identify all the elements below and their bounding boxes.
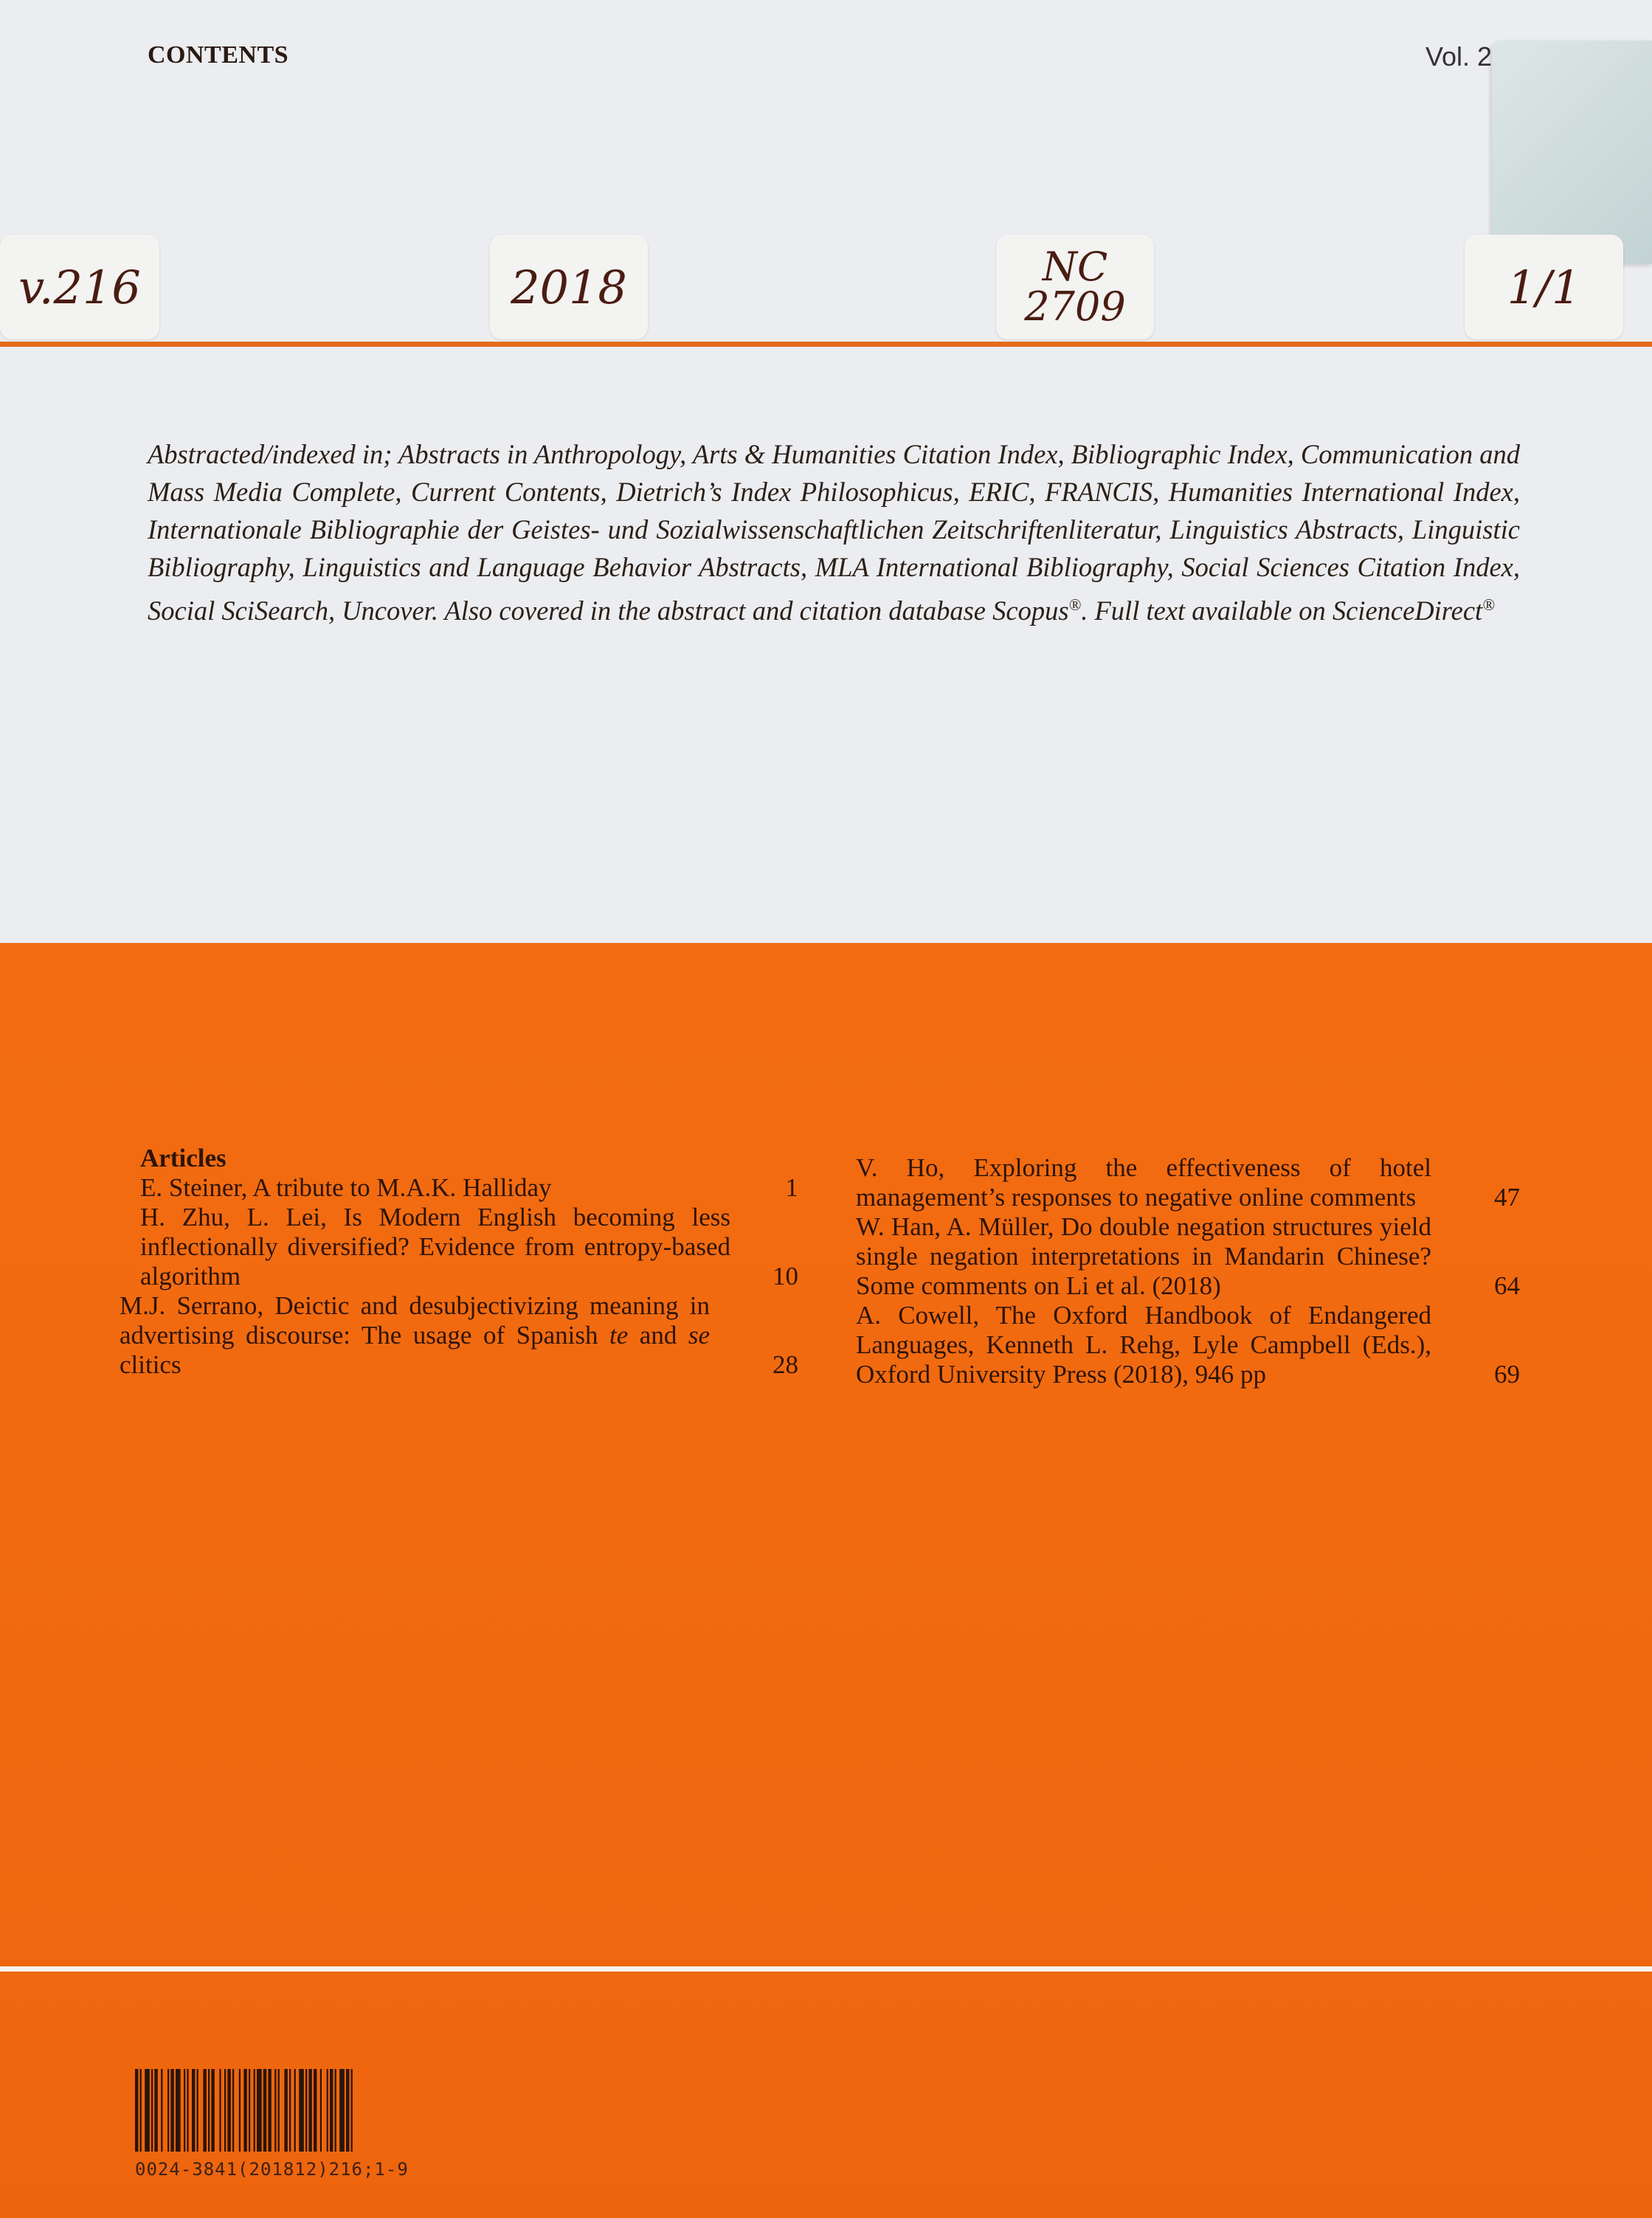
barcode-bar bbox=[305, 2069, 307, 2152]
article-title bbox=[120, 1291, 710, 1380]
shelf-mark-line1: NC bbox=[1042, 243, 1108, 290]
barcode-bar bbox=[330, 2069, 333, 2152]
barcode-bar bbox=[154, 2069, 157, 2152]
article-entry bbox=[140, 1203, 798, 1291]
barcode-bar bbox=[192, 2069, 195, 2152]
indexing-list: Abstracted/indexed in; Abstracts in Anthropology, Arts & Humanities Citation Index, Bibliographic Index, Communication and Mass Media Complete, Current Contents, Dietrich’s Index Philosophicus, ERIC, FRANCIS, Humanities International Index, Internationale Bibliographie der Geistes- und Sozialwissenschaftlichen Zeitschriftenliteratur, Linguistics Abstracts, Linguistic Bibliography, Linguistics and Language Behavior Abstracts, MLA International Bibliography, Social Sciences Citation Index, Social SciSearch, Uncover. Also covered in the abstract and citation database Scopus bbox=[148, 439, 1520, 626]
copy-handwriting: 1/1 bbox=[1507, 260, 1581, 314]
barcode-bar bbox=[289, 2069, 291, 2152]
scopus-registered-mark: ® bbox=[1068, 595, 1082, 614]
article-title: V. Ho, Exploring the effectiveness of hotel management’s responses to negative online comments bbox=[856, 1153, 1431, 1212]
barcode-bar bbox=[224, 2069, 226, 2152]
barcode-bar bbox=[308, 2069, 311, 2152]
article-page: 1 bbox=[785, 1173, 798, 1202]
barcode-bar bbox=[278, 2069, 280, 2152]
article-page: 10 bbox=[773, 1262, 798, 1291]
barcode-bar bbox=[249, 2069, 250, 2152]
article-title: E. Steiner, A tribute to M.A.K. Halliday bbox=[140, 1173, 552, 1202]
barcode-bar bbox=[211, 2069, 214, 2152]
barcode-bar bbox=[268, 2069, 271, 2152]
barcode-bar bbox=[239, 2069, 241, 2152]
article-page: 69 bbox=[1494, 1360, 1520, 1389]
barcode-bar bbox=[335, 2069, 336, 2152]
articles-column-right bbox=[856, 1153, 1520, 1389]
articles-heading: Articles bbox=[140, 1144, 227, 1172]
indexing-paragraph bbox=[148, 435, 1520, 629]
barcode-bar bbox=[314, 2069, 317, 2152]
corner-sticker bbox=[1492, 41, 1652, 264]
barcode-bar bbox=[299, 2069, 304, 2152]
article-page: 28 bbox=[773, 1350, 798, 1379]
barcode-bar bbox=[263, 2069, 266, 2152]
article-title: A. Cowell, The Oxford Handbook of Endangered Languages, Kenneth L. Rehg, Lyle Campbell (Eds.), Oxford University Press (2018), 946 pp bbox=[856, 1301, 1431, 1389]
article-title: W. Han, A. Müller, Do double negation structures yield single negation interpretations in Mandarin Chinese? Some comments on Li et al. (2018) bbox=[856, 1212, 1431, 1300]
white-divider-rule bbox=[0, 1966, 1652, 1972]
article-title-italic: se bbox=[688, 1321, 710, 1350]
barcode-bar bbox=[208, 2069, 210, 2152]
barcode-bar bbox=[232, 2069, 234, 2152]
article-page: 47 bbox=[1494, 1183, 1520, 1212]
contents-heading: CONTENTS bbox=[148, 41, 289, 69]
barcode-bar bbox=[243, 2069, 246, 2152]
year-tab bbox=[490, 235, 648, 339]
sciencedirect-registered-mark: ® bbox=[1482, 595, 1495, 614]
article-entry bbox=[120, 1291, 798, 1380]
barcode-bar bbox=[135, 2069, 138, 2152]
orange-contents-band bbox=[0, 943, 1652, 2218]
shelf-mark-tab bbox=[996, 235, 1154, 339]
barcode-bar bbox=[327, 2069, 328, 2152]
barcode-bar bbox=[140, 2069, 142, 2152]
article-entry bbox=[856, 1153, 1520, 1212]
barcode bbox=[135, 2069, 539, 2152]
barcode-bar bbox=[284, 2069, 287, 2152]
volume-tab bbox=[0, 235, 159, 339]
article-entry bbox=[140, 1173, 798, 1203]
article-entry bbox=[856, 1301, 1520, 1389]
articles-column-left bbox=[120, 1144, 798, 1380]
barcode-bar bbox=[203, 2069, 206, 2152]
barcode-bar bbox=[176, 2069, 181, 2152]
top-orange-rule bbox=[0, 342, 1652, 347]
article-title-italic: te bbox=[609, 1321, 629, 1350]
barcode-bar bbox=[187, 2069, 188, 2152]
volume-handwriting: v.216 bbox=[18, 260, 141, 314]
year-handwriting: 2018 bbox=[511, 260, 627, 314]
fulltext-note: . Full text available on ScienceDirect bbox=[1081, 595, 1483, 626]
barcode-bar bbox=[294, 2069, 296, 2152]
barcode-bar bbox=[274, 2069, 276, 2152]
barcode-bar bbox=[219, 2069, 221, 2152]
barcode-bar bbox=[339, 2069, 345, 2152]
volume-label: Vol. 2 bbox=[1425, 41, 1493, 72]
barcode-bar bbox=[351, 2069, 353, 2152]
barcode-bar bbox=[145, 2069, 150, 2152]
barcode-bar bbox=[320, 2069, 322, 2152]
article-title-part: and bbox=[628, 1321, 688, 1350]
barcode-bar bbox=[167, 2069, 169, 2152]
article-entry bbox=[856, 1212, 1520, 1301]
barcode-bar bbox=[197, 2069, 198, 2152]
barcode-bar bbox=[151, 2069, 153, 2152]
barcode-bar bbox=[161, 2069, 162, 2152]
article-title: H. Zhu, L. Lei, Is Modern English becoming less inflectionally diversified? Evidence from entropy-based algorithm bbox=[140, 1203, 730, 1291]
barcode-bar bbox=[184, 2069, 185, 2152]
article-page: 64 bbox=[1494, 1271, 1520, 1300]
barcode-bar bbox=[257, 2069, 262, 2152]
copy-tab bbox=[1465, 235, 1623, 339]
article-title-part: clitics bbox=[120, 1350, 182, 1379]
shelf-mark-line2: 2709 bbox=[1024, 283, 1126, 330]
article-title-part: M.J. Serrano, Deictic and desubjectivizing meaning in advertising discourse: The usage of Spanish bbox=[120, 1291, 710, 1350]
barcode-bar bbox=[227, 2069, 230, 2152]
barcode-bar bbox=[254, 2069, 255, 2152]
barcode-bar bbox=[170, 2069, 173, 2152]
barcode-bar bbox=[346, 2069, 349, 2152]
barcode-number: 0024-3841(201812)216;1-9 bbox=[135, 2159, 409, 2180]
